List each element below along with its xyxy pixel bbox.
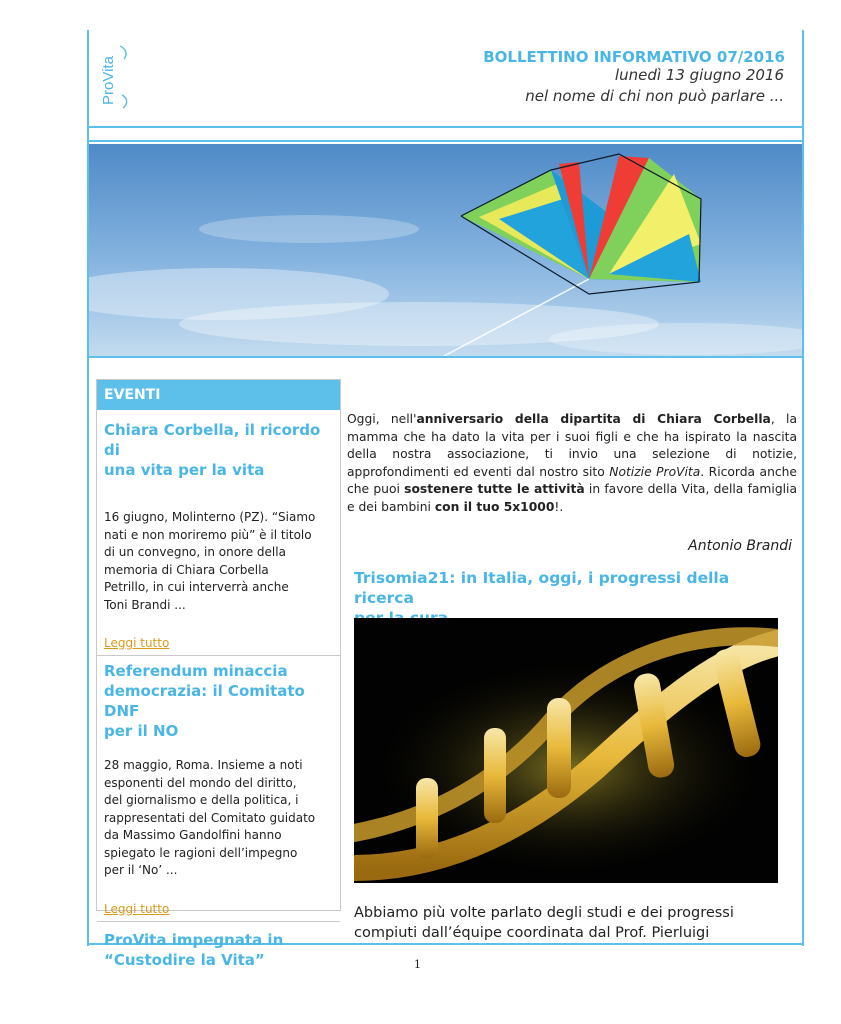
header-divider-lower xyxy=(87,140,804,142)
events-sidebar xyxy=(96,379,341,969)
hero-kite-image xyxy=(89,144,802,356)
event-summary-2-line-7: per il ‘No’ ... xyxy=(104,863,178,877)
event-summary-1-line-2: nati e non moriremo più” è il titolo xyxy=(104,527,312,542)
provita-logo xyxy=(98,40,138,114)
article-excerpt xyxy=(354,903,778,943)
dna-helix-image xyxy=(354,618,778,883)
event-summary-1-line-4: memoria di Chiara Corbella xyxy=(104,562,269,577)
intro-text-3: . Ricorda anche che puoi xyxy=(347,464,797,497)
article-excerpt-line-2: compiuti dall’équipe coordinata dal Prof. Pierluigi xyxy=(354,925,710,941)
event-summary-2-line-6: spiegato le ragioni dell’impegno xyxy=(104,845,298,860)
event-title-2-line-2: democrazia: il Comitato DNF xyxy=(104,682,305,720)
intro-text-1: Oggi, nell' xyxy=(347,412,417,426)
intro-bold-support: sostenere tutte le attività xyxy=(404,482,585,497)
event-summary-2 xyxy=(97,757,340,880)
header-divider xyxy=(87,126,804,128)
intro-italic-site: Notizie ProVita xyxy=(609,464,701,479)
intro-text-2: , la mamma che ha dato la vita per i suoi figli e che ha ispirato la nascita della nostra associazione, ti invio una selezione di notizie, approfondimenti ed eventi dal nostro sito xyxy=(347,412,797,479)
logo-text: ProVita xyxy=(100,56,117,105)
event-summary-2-line-3: del giornalismo e della politica, i xyxy=(104,793,299,807)
event-2-read-more-link[interactable]: Leggi tutto xyxy=(104,901,170,916)
bulletin-date: lunedì 13 giugno 2016 xyxy=(614,66,784,84)
event-title-3 xyxy=(97,930,340,970)
event-summary-1-line-6: Toni Brandi ... xyxy=(104,597,186,612)
event-summary-1 xyxy=(97,509,340,614)
event-title-2 xyxy=(97,661,340,741)
event-title-2-line-1: Referendum minaccia xyxy=(104,662,288,680)
event-title-1-line-1: Chiara Corbella, il ricordo di xyxy=(104,421,321,459)
event-title-2-line-3: per il NO xyxy=(104,722,179,740)
event-title-1 xyxy=(97,420,340,480)
page-number: 1 xyxy=(414,958,421,971)
event-summary-2-line-2: esponenti del mondo del diritto, xyxy=(104,775,297,790)
event-summary-1-line-5: Petrillo, in cui interverrà anche xyxy=(104,580,289,594)
hero-bottom-divider xyxy=(87,356,804,358)
article-excerpt-line-1: Abbiamo più volte parlato degli studi e dei progressi xyxy=(354,905,734,921)
intro-paragraph xyxy=(347,411,797,517)
article-title-line-1: Trisomia21: in Italia, oggi, i progressi della ricerca xyxy=(354,569,730,607)
event-1-read-more-link[interactable]: Leggi tutto xyxy=(104,636,170,650)
intro-text-4: in favore della Vita, della famiglia e dei bambini xyxy=(347,482,798,514)
event-title-3-line-1: ProVita impegnata in xyxy=(104,930,284,949)
event-summary-1-line-3: di un convegno, in onore della xyxy=(104,545,286,559)
intro-bold-5x1000: con il tuo 5x1000 xyxy=(434,499,555,514)
event-title-1-line-2: una vita per la vita xyxy=(104,461,265,479)
intro-text-5: !. xyxy=(554,499,564,514)
event-summary-1-line-1: 16 giugno, Molinterno (PZ). “Siamo xyxy=(104,510,316,524)
events-heading: EVENTI xyxy=(97,380,340,410)
event-summary-2-line-5: da Massimo Gandolfini hanno xyxy=(104,828,282,842)
bulletin-tagline: nel nome di chi non può parlare ... xyxy=(525,87,784,105)
event-summary-2-line-4: rappresentati del Comitato guidato xyxy=(104,810,316,825)
event-summary-2-line-1: 28 maggio, Roma. Insieme a noti xyxy=(104,758,303,772)
intro-author: Antonio Brandi xyxy=(688,538,792,554)
event-title-3-line-2: “Custodire la Vita” xyxy=(104,950,265,969)
intro-bold-anniversary: anniversario della dipartita di Chiara Corbella xyxy=(416,412,771,426)
frame-right-border xyxy=(802,30,804,946)
bulletin-title: BOLLETTINO INFORMATIVO 07/2016 xyxy=(483,48,785,66)
